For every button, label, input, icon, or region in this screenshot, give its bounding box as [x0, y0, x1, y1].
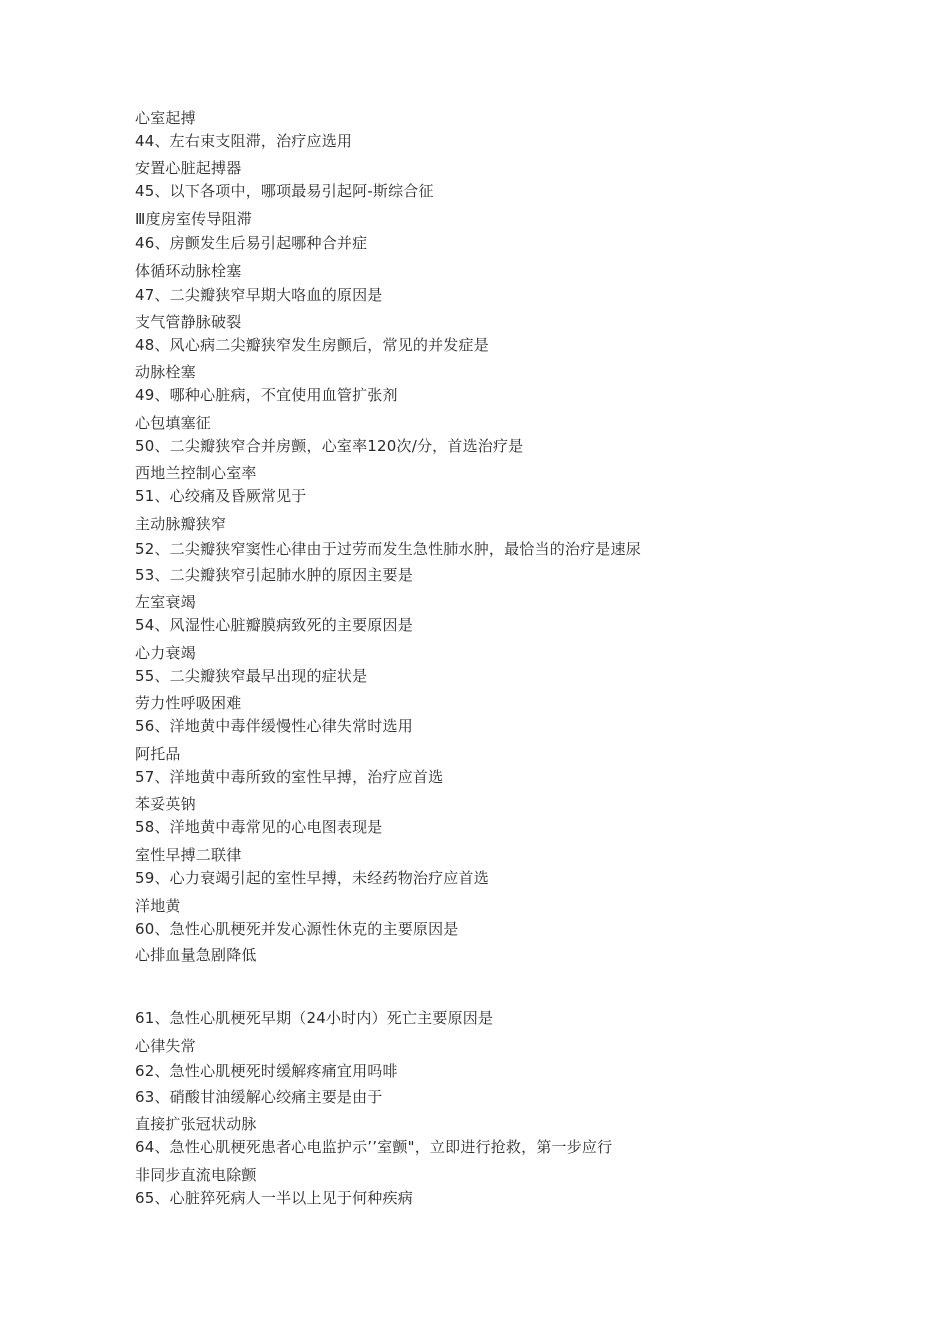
- question-line: 54、风湿性心脏瓣膜病致死的主要原因是: [135, 616, 413, 634]
- question-line: 48、风心病二尖瓣狭窄发生房颤后，常见的并发症是: [135, 336, 489, 354]
- question-line: 60、急性心肌梗死并发心源性休克的主要原因是: [135, 920, 459, 938]
- answer-line: 心力衰竭: [135, 644, 196, 662]
- answer-line: 安置心脏起搏器: [135, 159, 242, 177]
- answer-line: 支气管静脉破裂: [135, 313, 242, 331]
- question-line: 45、以下各项中，哪项最易引起阿-斯综合征: [135, 182, 434, 200]
- question-line: 44、左右束支阻滞，治疗应选用: [135, 132, 353, 150]
- answer-line: Ⅲ度房室传导阻滞: [135, 210, 252, 228]
- question-line: 58、洋地黄中毒常见的心电图表现是: [135, 818, 383, 836]
- question-line: 51、心绞痛及昏厥常见于: [135, 487, 307, 505]
- question-line: 52、二尖瓣狭窄窦性心律由于过劳而发生急性肺水肿，最恰当的治疗是速尿: [135, 540, 641, 558]
- question-line: 55、二尖瓣狭窄最早出现的症状是: [135, 667, 368, 685]
- answer-line: 室性早搏二联律: [135, 846, 242, 864]
- question-line: 62、急性心肌梗死时缓解疼痛宜用吗啡: [135, 1062, 398, 1080]
- question-line: 64、急性心肌梗死患者心电监护示’’室颤"，立即进行抢救，第一步应行: [135, 1138, 613, 1156]
- question-line: 47、二尖瓣狭窄早期大咯血的原因是: [135, 286, 383, 304]
- answer-line: 阿托品: [135, 745, 181, 763]
- answer-line: 心包填塞征: [135, 414, 212, 432]
- answer-line: 心排血量急剧降低: [135, 946, 257, 964]
- question-line: 49、哪种心脏病，不宜使用血管扩张剂: [135, 386, 398, 404]
- answer-line: 劳力性呼吸困难: [135, 694, 242, 712]
- answer-line: 动脉栓塞: [135, 363, 196, 381]
- question-line: 46、房颤发生后易引起哪种合并症: [135, 234, 368, 252]
- question-line: 59、心力衰竭引起的室性早搏，未经药物治疗应首选: [135, 869, 489, 887]
- answer-line: 非同步直流电除颤: [135, 1166, 257, 1184]
- answer-line: 洋地黄: [135, 897, 181, 915]
- question-line: 50、二尖瓣狭窄合并房颤，心室率120次/分，首选治疗是: [135, 437, 524, 455]
- answer-line: 苯妥英钠: [135, 795, 196, 813]
- question-line: 63、硝酸甘油缓解心绞痛主要是由于: [135, 1088, 383, 1106]
- question-line: 61、急性心肌梗死早期（24小时内）死亡主要原因是: [135, 1009, 494, 1027]
- answer-line: 直接扩张冠状动脉: [135, 1115, 257, 1133]
- question-line: 57、洋地黄中毒所致的室性早搏，治疗应首选: [135, 768, 444, 786]
- answer-line: 心室起搏: [135, 109, 196, 127]
- question-line: 56、洋地黄中毒伴缓慢性心律失常时选用: [135, 717, 413, 735]
- answer-line: 西地兰控制心室率: [135, 464, 257, 482]
- question-line: 65、心脏猝死病人一半以上见于何种疾病: [135, 1189, 413, 1207]
- answer-line: 心律失常: [135, 1037, 196, 1055]
- question-line: 53、二尖瓣狭窄引起肺水肿的原因主要是: [135, 566, 413, 584]
- answer-line: 主动脉瓣狭窄: [135, 515, 227, 533]
- answer-line: 体循环动脉栓塞: [135, 262, 242, 280]
- answer-line: 左室衰竭: [135, 593, 196, 611]
